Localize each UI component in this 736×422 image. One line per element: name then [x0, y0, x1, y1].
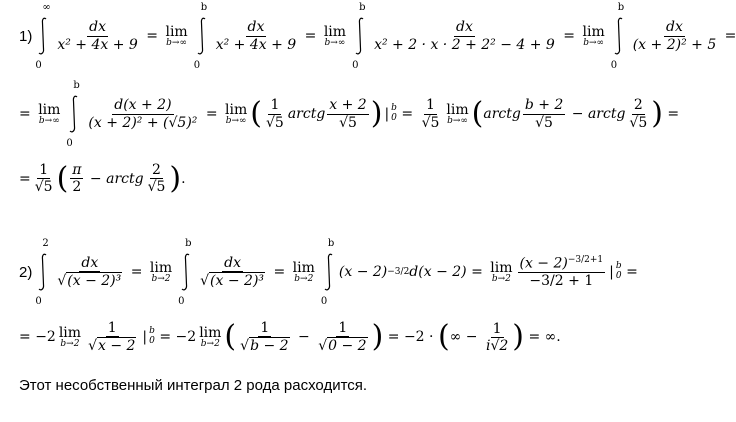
- integral-sign: 2 0: [35, 238, 49, 307]
- limit-operator: lim b→∞: [165, 24, 188, 48]
- limit-operator: lim b→2: [149, 260, 173, 284]
- integral-sign: b 0: [610, 2, 625, 71]
- coef-fraction: $\frac{1}{√5}$: [265, 97, 284, 131]
- p1-fraction-expanded: $\frac{dx}{\text{x² + 2 · x · 2 + 2² − 4 + 9}}$: [374, 19, 555, 53]
- root-fraction-b: 1 √ b − 2: [240, 320, 289, 355]
- arg-fraction-2: $\frac{2}{√5}$: [629, 97, 648, 131]
- integral-sign: ∞ 0: [35, 2, 51, 71]
- power-term: (x − 2): [338, 264, 388, 280]
- p2-label: 2): [19, 263, 33, 281]
- limit-operator: lim b→∞: [446, 102, 469, 126]
- arg-fraction-b: $\frac{b + 2}{√5}$: [524, 97, 564, 131]
- p1-fraction-b: $\frac{dx}{\text{x² + 4x + 9}}$: [215, 19, 297, 53]
- p1-fraction-square: $\frac{dx}{\text{(x + 2)² + 5}}$: [632, 19, 717, 53]
- coef-fraction: $\frac{1}{√5}$: [421, 97, 440, 131]
- limit-operator: lim b→2: [292, 260, 315, 284]
- conclusion-text: Этот несобственный интеграл 2 рода расходится.: [19, 377, 368, 394]
- integral-sign: b 0: [178, 238, 192, 307]
- p2-integrand-fraction: dx √ (x − 2)³: [57, 254, 122, 289]
- pi-half-fraction: $\frac{\pi}{2}$: [72, 162, 82, 196]
- integral-sign: b 0: [320, 238, 335, 307]
- p1-line3: = $\frac{1}{√5}$ ( $\frac{\pi}{2}$ − arctg $\frac{2}{√5}$ ) .: [19, 160, 186, 196]
- arg-fraction-2: $\frac{2}{√5}$: [147, 162, 166, 196]
- integral-sign: b 0: [193, 2, 208, 71]
- p1-label: 1): [19, 27, 33, 45]
- differential: d(x − 2): [409, 264, 467, 280]
- limit-operator: lim b→∞: [38, 102, 61, 126]
- root-fraction: 1 √ x − 2: [88, 320, 136, 355]
- p1-line2: = lim b→∞ b 0 $\frac{d(x + 2)}{\text{(x + 2)² + (√5)²}}$ = lim b→∞ ( $\frac{1}{√5}$ arctg $\frac{x + 2}{√5}$ ) | b 0 = $\frac{1}{√5}$ lim b→∞ ( arctg $\frac{b + 2}{√5}$ − arctg $\frac{2}{√5}$ ) =: [19, 80, 680, 149]
- p2-fraction-b: dx √ (x − 2)³: [200, 254, 265, 289]
- p1-fraction-substitution: $\frac{d(x + 2)}{\text{(x + 2)² + (√5)²}}$: [88, 97, 198, 131]
- integral-sign: b 0: [352, 2, 366, 71]
- arg-fraction: $\frac{x + 2}{√5}$: [329, 97, 367, 131]
- integral-sign: b 0: [66, 80, 80, 149]
- final-result: ∞.: [544, 329, 561, 346]
- limit-operator: lim b→∞: [582, 24, 605, 48]
- coef-fraction: $\frac{1}{√5}$: [34, 162, 53, 196]
- antiderivative-fraction: $\frac{(x - 2)^{-3/2+1}}{-3/2 + 1}$: [519, 255, 604, 289]
- p1-line1: 1) ∞ 0 $\frac{dx}{\text{x² + 4x + 9}}$ = lim b→∞ b 0 $\frac{dx}{\text{x² + 4x + 9}}$ = lim b→∞ b 0 $\frac{dx}{\text{x² + 2 · x · 2 + 2² − 4 + 9}}$ = lim b→∞ b 0 $\frac{dx}{\text{(x + 2)² + 5}}$ =: [19, 2, 736, 71]
- root-fraction-0: 1 √ 0 − 2: [318, 320, 367, 355]
- p1-integrand-fraction: $\frac{dx}{\text{x² + 4x + 9}}$: [57, 19, 138, 53]
- limit-operator: lim b→2: [58, 325, 82, 350]
- p2-line2: = −2 lim b→2 1 √ x − 2 | b 0 = −2 lim b→2 ( 1 √ b − 2 − 1 √ 0 − 2 ) = −2 · ( ∞ − $\frac{1}{i√2}$ ) = ∞.: [19, 319, 561, 355]
- limit-operator: lim b→2: [199, 325, 222, 350]
- limit-operator: lim b→∞: [225, 102, 248, 126]
- power-exponent: −3/2: [387, 267, 410, 277]
- p2-line1: 2) 2 0 dx √ (x − 2)³ = lim b→2 b 0 dx √ (x − 2)³ = lim b→2 b 0 (x − 2) −3/2 d(x − 2) = lim b→2 $\frac{(x - 2)^{-3/2+1}}{-3/2 + 1}$ | b 0 =: [19, 238, 638, 307]
- imaginary-fraction: $\frac{1}{i√2}$: [485, 320, 509, 354]
- limit-operator: lim b→∞: [323, 24, 347, 48]
- limit-operator: lim b→2: [490, 260, 513, 284]
